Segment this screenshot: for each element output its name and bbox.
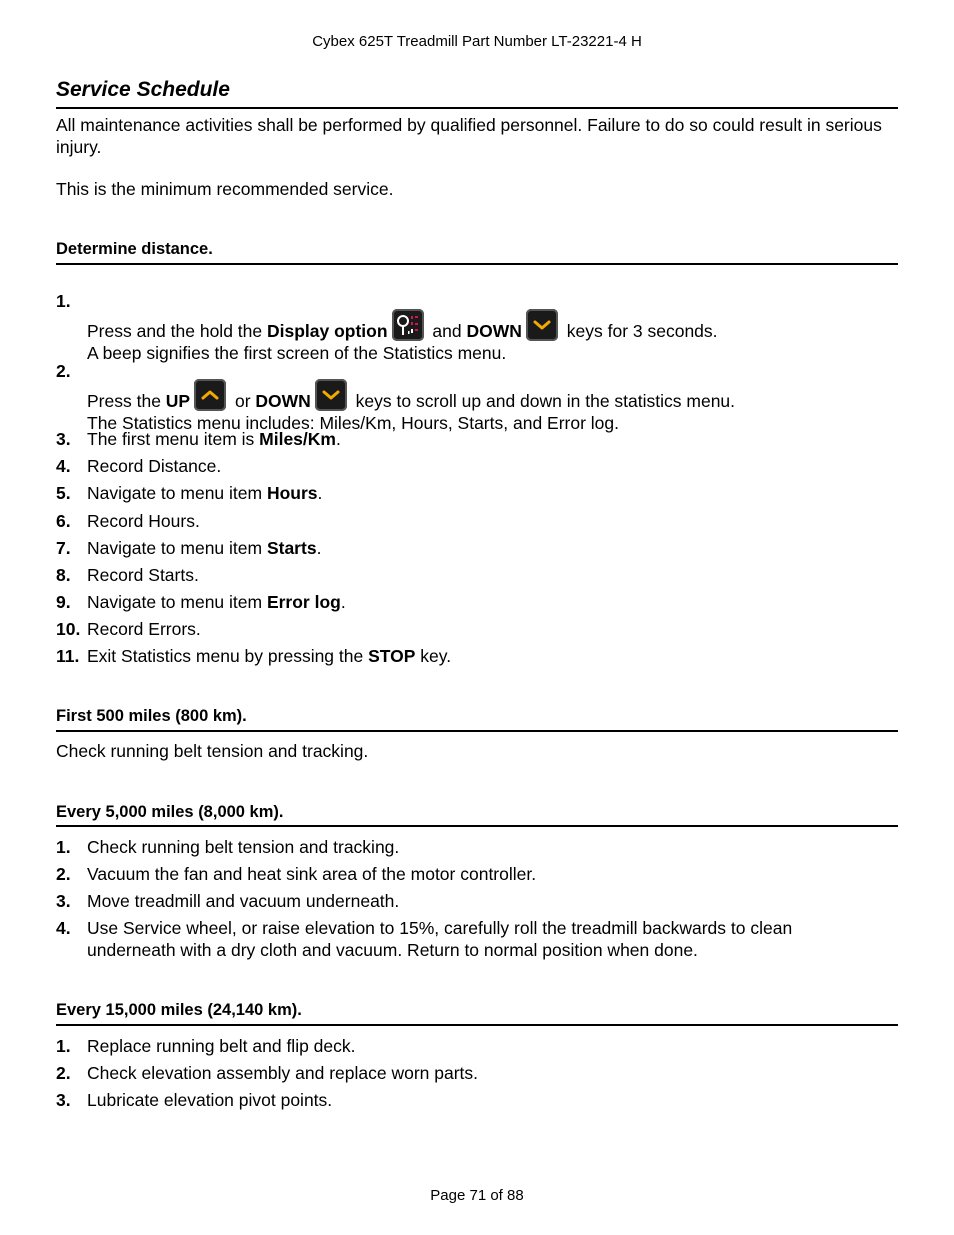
list-number: 8.	[56, 565, 71, 585]
step-text: and	[427, 321, 467, 341]
key-name: UP	[165, 391, 191, 411]
key-name: DOWN	[466, 321, 522, 341]
list-text	[87, 309, 898, 364]
list-text: Replace running belt and flip deck.	[87, 1036, 356, 1056]
list-number: 9.	[56, 592, 71, 612]
key-name: DOWN	[255, 391, 311, 411]
list-text: Check running belt tension and tracking.	[87, 837, 400, 857]
list-text: Check elevation assembly and replace worn parts.	[87, 1063, 479, 1083]
list-number: 10.	[56, 619, 81, 639]
list-text: Vacuum the fan and heat sink area of the motor controller.	[87, 864, 537, 884]
list-text: Navigate to menu item Error log.	[87, 592, 346, 612]
list-number: 11.	[56, 646, 80, 666]
list-item	[56, 917, 898, 963]
list-number: 2.	[56, 864, 71, 884]
key-name: Display option	[266, 321, 388, 341]
step-text: A beep signifies the first screen of the Statistics menu.	[87, 343, 507, 363]
step-text: Press and the hold the	[87, 321, 267, 341]
down-key-icon	[315, 379, 347, 411]
list-number: 4.	[56, 918, 71, 938]
list-number: 6.	[56, 511, 71, 531]
list-text: The first menu item is Miles/Km.	[87, 429, 341, 449]
list-number: 1.	[56, 291, 71, 311]
list-text: Record Starts.	[87, 565, 199, 585]
step-text: Press the	[87, 391, 166, 411]
section-divider	[56, 263, 898, 265]
page-title: Service Schedule	[56, 78, 230, 101]
list-text: Lubricate elevation pivot points.	[87, 1090, 333, 1110]
list-text: Navigate to menu item Starts.	[87, 538, 322, 558]
list-number: 3.	[56, 429, 71, 449]
section-heading-every-5000: Every 5,000 miles (8,000 km).	[56, 803, 284, 821]
down-key-icon	[526, 309, 558, 341]
list-item	[56, 360, 898, 433]
list-item	[56, 290, 898, 363]
safety-paragraph: All maintenance activities shall be performed by qualified personnel. Failure to do so could result in serious injury.	[56, 115, 882, 157]
title-divider	[56, 107, 898, 109]
list-number: 1.	[56, 1036, 71, 1056]
list-text: Move treadmill and vacuum underneath.	[87, 891, 400, 911]
list-text: Record Hours.	[87, 511, 200, 531]
list-number: 4.	[56, 456, 71, 476]
list-number: 3.	[56, 891, 71, 911]
list-text	[87, 379, 898, 434]
up-key-icon	[194, 379, 226, 411]
document-header: Cybex 625T Treadmill Part Number LT-23221-4 H	[312, 33, 642, 50]
list-text: Record Distance.	[87, 456, 222, 476]
list-number: 2.	[56, 1063, 71, 1083]
list-number: 2.	[56, 361, 71, 381]
list-number: 3.	[56, 1090, 71, 1110]
minimum-service-paragraph: This is the minimum recommended service.	[56, 179, 394, 199]
section-heading-every-15000: Every 15,000 miles (24,140 km).	[56, 1001, 302, 1019]
section-divider	[56, 1024, 898, 1026]
step-text: The Statistics menu includes: Miles/Km, Hours, Starts, and Error log.	[87, 413, 619, 433]
list-text: Record Errors.	[87, 619, 201, 639]
page-number: Page 71 of 88	[430, 1187, 524, 1204]
step-text: keys to scroll up and down in the statistics menu.	[350, 391, 736, 411]
list-text: Navigate to menu item Hours.	[87, 483, 323, 503]
list-text: Exit Statistics menu by pressing the STOP key.	[87, 646, 452, 666]
list-text: Use Service wheel, or raise elevation to 15%, carefully roll the treadmill backwards to clean underneath with a dry cloth and vacuum. Return to normal position when done.	[87, 918, 793, 960]
list-number: 1.	[56, 837, 71, 857]
list-number: 5.	[56, 483, 71, 503]
section-heading-determine-distance: Determine distance.	[56, 240, 213, 258]
display-option-key-icon	[392, 309, 424, 341]
step-text: or	[230, 391, 256, 411]
section-heading-first-500: First 500 miles (800 km).	[56, 707, 247, 725]
first-500-text: Check running belt tension and tracking.	[56, 741, 369, 761]
section-divider	[56, 730, 898, 732]
step-text: keys for 3 seconds.	[561, 321, 718, 341]
list-number: 7.	[56, 538, 71, 558]
section-divider	[56, 825, 898, 827]
